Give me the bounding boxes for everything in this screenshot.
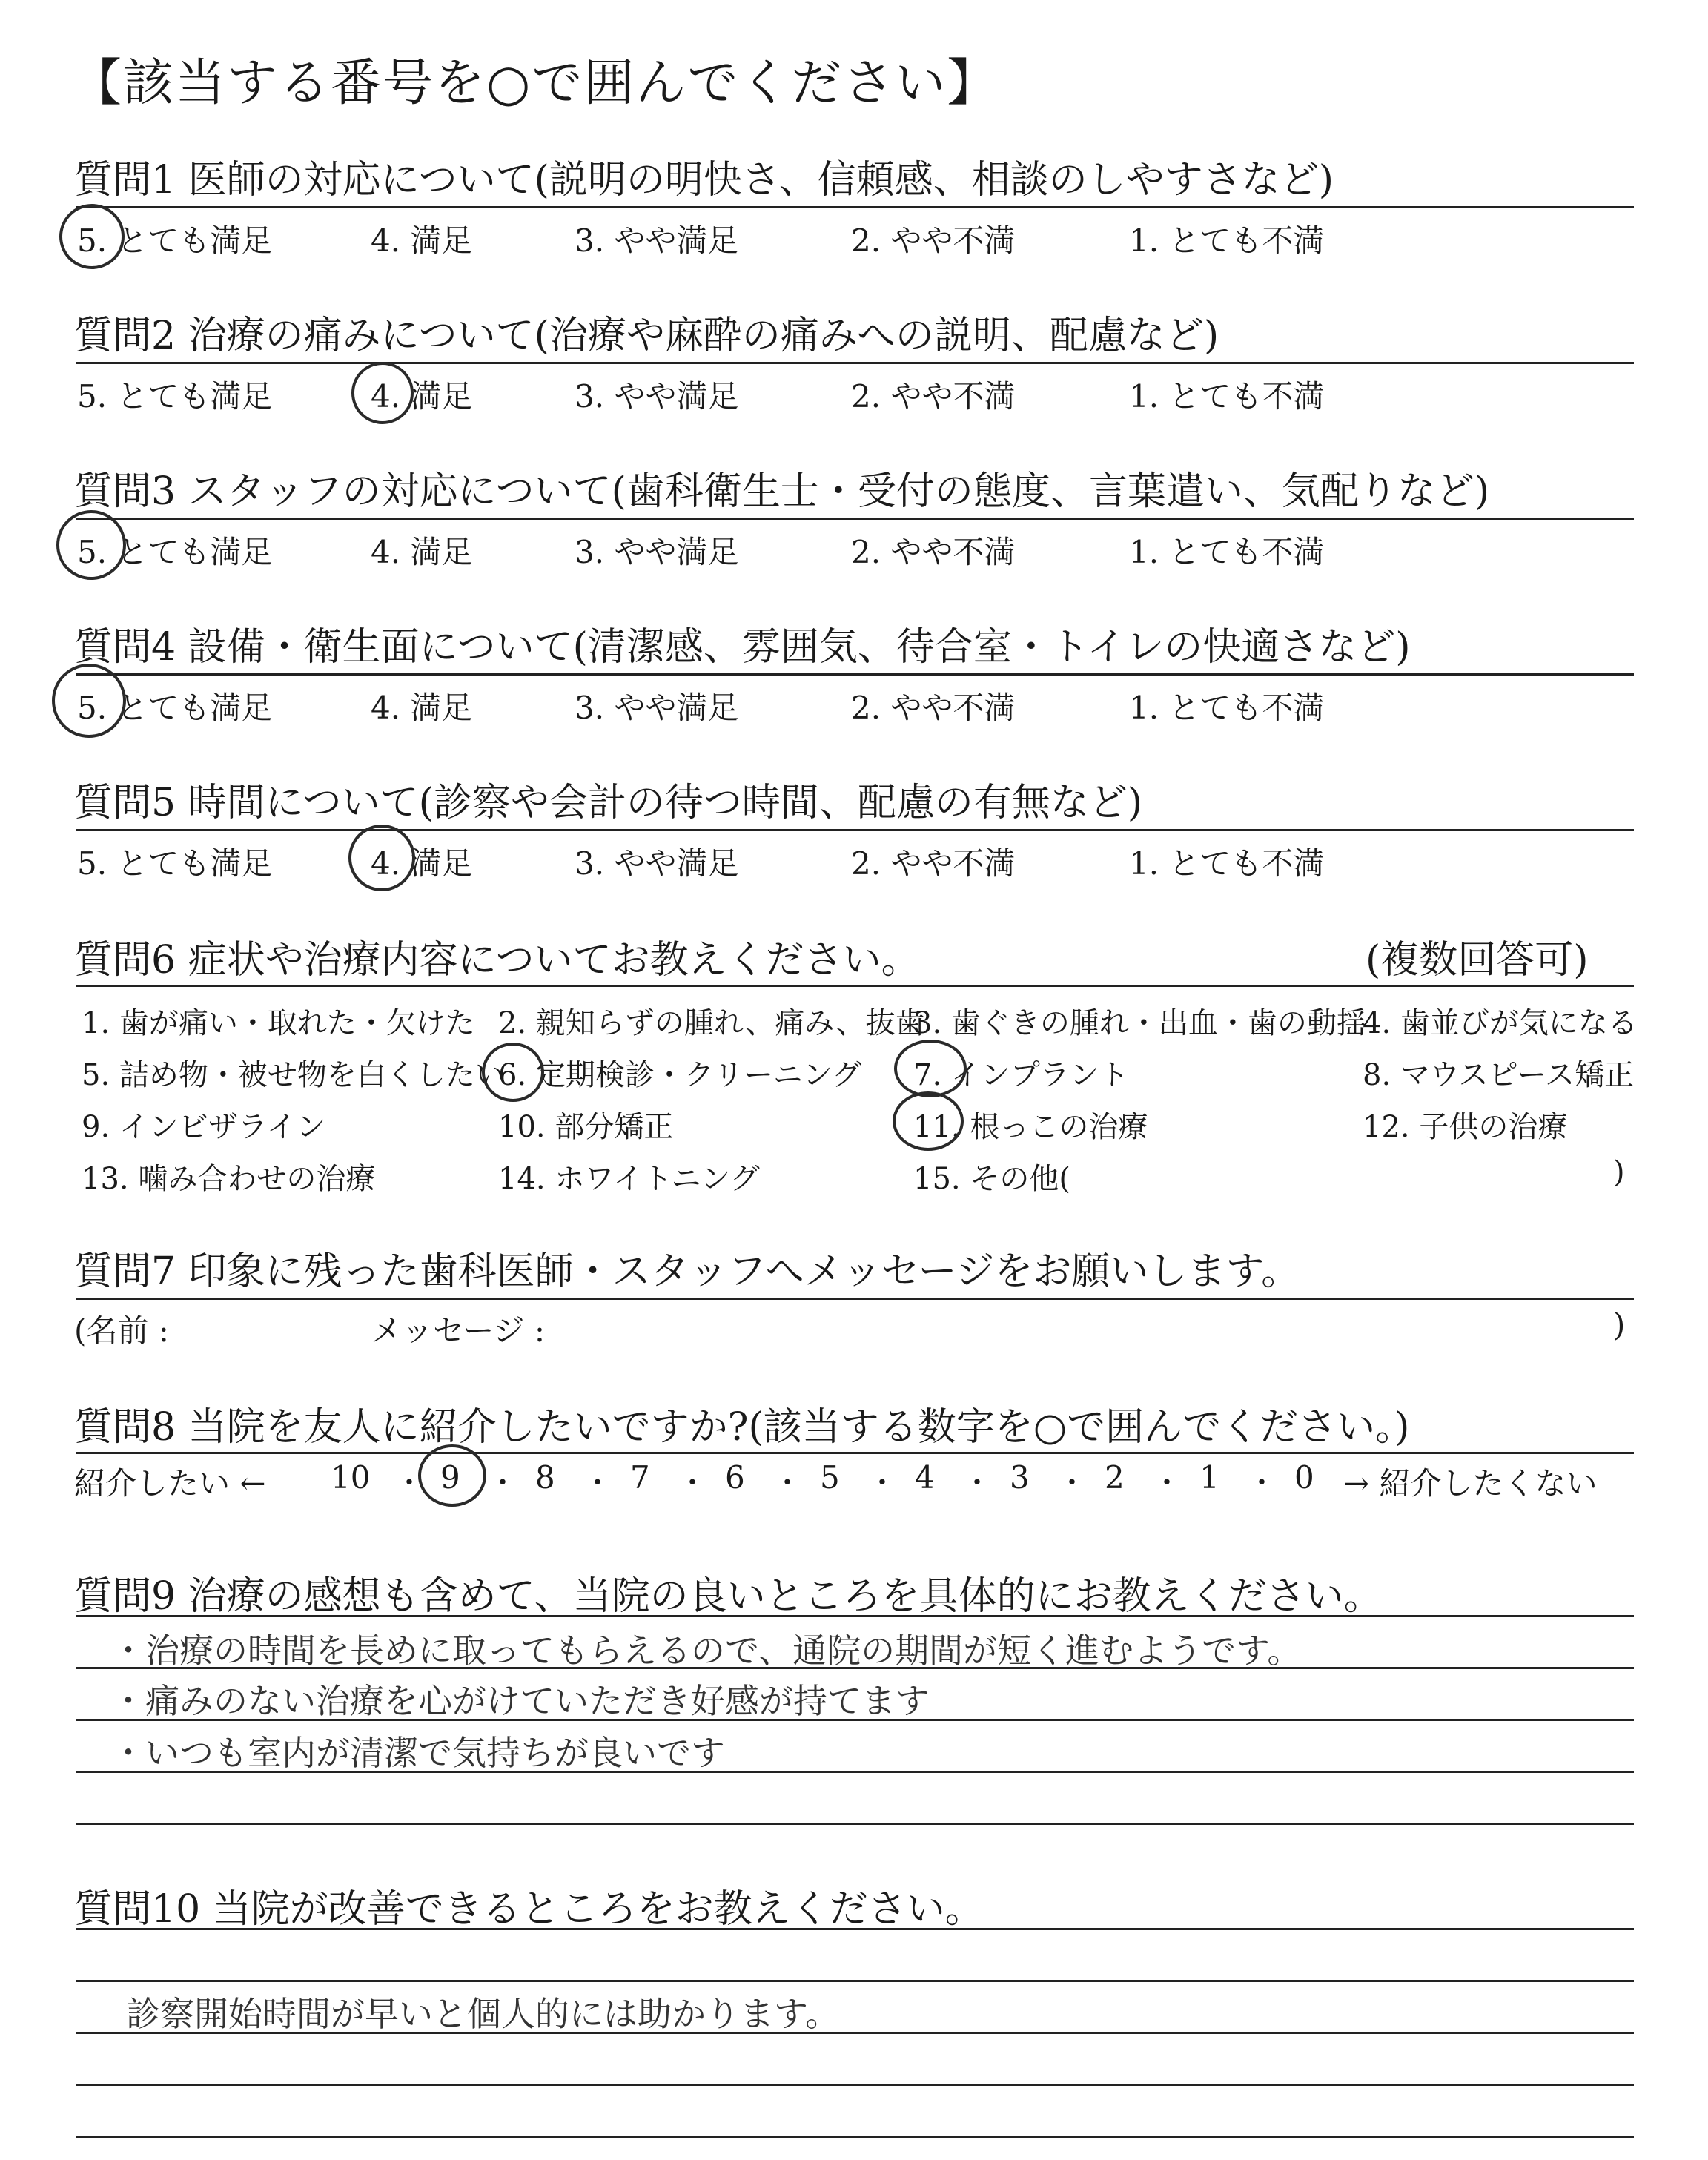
question-1-title: 質問1 医師の対応について(説明の明快さ、信頼感、相談のしやすさなど): [74, 158, 1334, 202]
q5-option-4[interactable]: 4. 満足: [371, 845, 473, 882]
q8-right-label: → 紹介したくない: [1343, 1465, 1598, 1502]
question-3-title: 質問3 スタッフの対応について(歯科衛生士・受付の態度、言葉遣い、気配りなど): [74, 469, 1490, 514]
q8-separator-dot: ・: [583, 1466, 612, 1500]
q8-scale-1[interactable]: 1: [1199, 1459, 1219, 1496]
question-1-rule: [76, 206, 1634, 208]
question-8-rule: [76, 1452, 1634, 1454]
question-7-rule: [76, 1298, 1634, 1300]
q8-separator-dot: ・: [488, 1466, 517, 1500]
q6-option-11-selection-circle: [893, 1091, 964, 1151]
q6-option-9[interactable]: 9. インビザライン: [82, 1110, 326, 1144]
q4-option-4[interactable]: 4. 満足: [371, 690, 473, 726]
q6-option-12[interactable]: 12. 子供の治療: [1363, 1110, 1568, 1144]
q2-option-2[interactable]: 2. やや不満: [851, 378, 1016, 415]
q10-answer-line: [76, 1928, 1634, 1930]
q5-option-1[interactable]: 1. とても不満: [1129, 845, 1325, 882]
q9-answer-line: [76, 1615, 1634, 1617]
q3-option-1[interactable]: 1. とても不満: [1129, 534, 1325, 570]
q1-option-2[interactable]: 2. やや不満: [851, 222, 1016, 259]
q8-scale-0[interactable]: 0: [1294, 1459, 1314, 1496]
q6-option-1[interactable]: 1. 歯が痛い・取れた・欠けた: [82, 1006, 475, 1040]
q8-separator-dot: ・: [772, 1466, 802, 1500]
q6-other-close-paren: ): [1613, 1155, 1625, 1189]
question-3-rule: [76, 518, 1634, 520]
q7-message-label: メッセージ :: [371, 1312, 545, 1349]
question-6-rule: [76, 985, 1634, 987]
q8-scale-6[interactable]: 6: [725, 1459, 745, 1496]
q1-selection-circle: [59, 204, 125, 269]
q4-option-1[interactable]: 1. とても不満: [1129, 690, 1325, 726]
q8-separator-dot: ・: [1152, 1466, 1182, 1500]
q4-selection-circle: [52, 664, 126, 738]
q8-scale-10[interactable]: 10: [331, 1459, 371, 1496]
q6-option-2[interactable]: 2. 親知らずの腫れ、痛み、抜歯: [498, 1006, 925, 1040]
q6-option-15[interactable]: 15. その他(: [913, 1162, 1070, 1196]
q4-option-5[interactable]: 5. とても満足: [77, 690, 273, 726]
q3-option-5[interactable]: 5. とても満足: [77, 534, 273, 570]
q4-option-3[interactable]: 3. やや満足: [575, 690, 739, 726]
q5-option-2[interactable]: 2. やや不満: [851, 845, 1016, 882]
question-5-rule: [76, 829, 1634, 831]
q6-option-10[interactable]: 10. 部分矯正: [498, 1110, 674, 1144]
q3-option-3[interactable]: 3. やや満足: [575, 534, 739, 570]
q5-selection-circle: [348, 825, 415, 891]
q7-name-label: (名前 :: [74, 1312, 169, 1349]
question-2-rule: [76, 362, 1634, 364]
q6-option-4[interactable]: 4. 歯並びが気になる: [1363, 1006, 1638, 1040]
q10-handwritten-answer-1: 診察開始時間が早いと個人的には助かります。: [126, 1994, 840, 2034]
q8-left-label: 紹介したい ←: [74, 1465, 266, 1502]
q6-option-6-selection-circle: [482, 1043, 544, 1102]
q6-option-11[interactable]: 11. 根っこの治療: [913, 1110, 1148, 1144]
q9-handwritten-answer-3: ・いつも室内が清潔で気持ちが良いです: [111, 1733, 725, 1773]
form-header: 【該当する番号を○で囲んでください】: [71, 54, 999, 113]
q8-separator-dot: ・: [962, 1466, 992, 1500]
question-8-title: 質問8 当院を友人に紹介したいですか?(該当する数字を○で囲んでください。): [74, 1405, 1410, 1450]
q8-separator-dot: ・: [1057, 1466, 1087, 1500]
q10-answer-line: [76, 2136, 1634, 2138]
q8-scale-8[interactable]: 8: [535, 1459, 555, 1496]
question-7-title: 質問7 印象に残った歯科医師・スタッフへメッセージをお願いします。: [74, 1249, 1300, 1294]
q6-option-5[interactable]: 5. 詰め物・被せ物を白くしたい: [82, 1058, 505, 1092]
q6-option-14[interactable]: 14. ホワイトニング: [498, 1162, 760, 1196]
q8-scale-9[interactable]: 9: [440, 1459, 460, 1496]
q9-handwritten-answer-1: ・治療の時間を長めに取ってもらえるので、通院の期間が短く進むようです。: [111, 1631, 1302, 1671]
question-5-title: 質問5 時間について(診察や会計の待つ時間、配慮の有無など): [74, 781, 1143, 825]
q9-handwritten-answer-2: ・痛みのない治療を心がけていただき好感が持てます: [111, 1681, 930, 1721]
q6-option-7-selection-circle: [894, 1040, 967, 1097]
q2-selection-circle: [351, 362, 414, 424]
q10-answer-line: [76, 1980, 1634, 1982]
q8-separator-dot: ・: [394, 1466, 424, 1500]
q9-answer-line: [76, 1823, 1634, 1825]
question-9-title: 質問9 治療の感想も含めて、当院の良いところを具体的にお教えください。: [74, 1574, 1383, 1619]
question-2-title: 質問2 治療の痛みについて(治療や麻酔の痛みへの説明、配慮など): [74, 314, 1219, 358]
q6-option-13[interactable]: 13. 噛み合わせの治療: [82, 1162, 376, 1196]
question-4-title: 質問4 設備・衛生面について(清潔感、雰囲気、待合室・トイレの快適さなど): [74, 625, 1411, 670]
q2-option-3[interactable]: 3. やや満足: [575, 378, 739, 415]
question-4-rule: [76, 673, 1634, 676]
q6-option-3[interactable]: 3. 歯ぐきの腫れ・出血・歯の動揺: [913, 1006, 1366, 1040]
q4-option-2[interactable]: 2. やや不満: [851, 690, 1016, 726]
q5-option-5[interactable]: 5. とても満足: [77, 845, 273, 882]
q3-selection-circle: [56, 510, 126, 580]
q1-option-5[interactable]: 5. とても満足: [77, 222, 273, 259]
question-6-title: 質問6 症状や治療内容についてお教えください。: [74, 938, 920, 982]
q2-option-4[interactable]: 4. 満足: [371, 378, 473, 415]
q7-close-paren: ): [1613, 1307, 1626, 1343]
question-6-note: (複数回答可): [1366, 938, 1589, 982]
q5-option-3[interactable]: 3. やや満足: [575, 845, 739, 882]
question-10-title: 質問10 当院が改善できるところをお教えください。: [74, 1887, 984, 1932]
q1-option-4[interactable]: 4. 満足: [371, 222, 473, 259]
q8-selection-circle: [418, 1444, 486, 1507]
q2-option-5[interactable]: 5. とても満足: [77, 378, 273, 415]
q8-separator-dot: ・: [1247, 1466, 1277, 1500]
q1-option-1[interactable]: 1. とても不満: [1129, 222, 1325, 259]
q6-option-6[interactable]: 6. 定期検診・クリーニング: [498, 1058, 862, 1092]
q8-scale-2[interactable]: 2: [1105, 1459, 1125, 1496]
q2-option-1[interactable]: 1. とても不満: [1129, 378, 1325, 415]
q8-scale-4[interactable]: 4: [915, 1459, 935, 1496]
q8-scale-5[interactable]: 5: [820, 1459, 840, 1496]
q3-option-4[interactable]: 4. 満足: [371, 534, 473, 570]
q8-separator-dot: ・: [678, 1466, 707, 1500]
q10-answer-line: [76, 2084, 1634, 2086]
q8-scale-7[interactable]: 7: [630, 1459, 650, 1496]
q3-option-2[interactable]: 2. やや不満: [851, 534, 1016, 570]
q8-scale-3[interactable]: 3: [1010, 1459, 1030, 1496]
q6-option-7[interactable]: 7. インプラント: [913, 1058, 1129, 1092]
q1-option-3[interactable]: 3. やや満足: [575, 222, 739, 259]
q8-separator-dot: ・: [867, 1466, 897, 1500]
q6-option-8[interactable]: 8. マウスピース矯正: [1363, 1058, 1635, 1092]
